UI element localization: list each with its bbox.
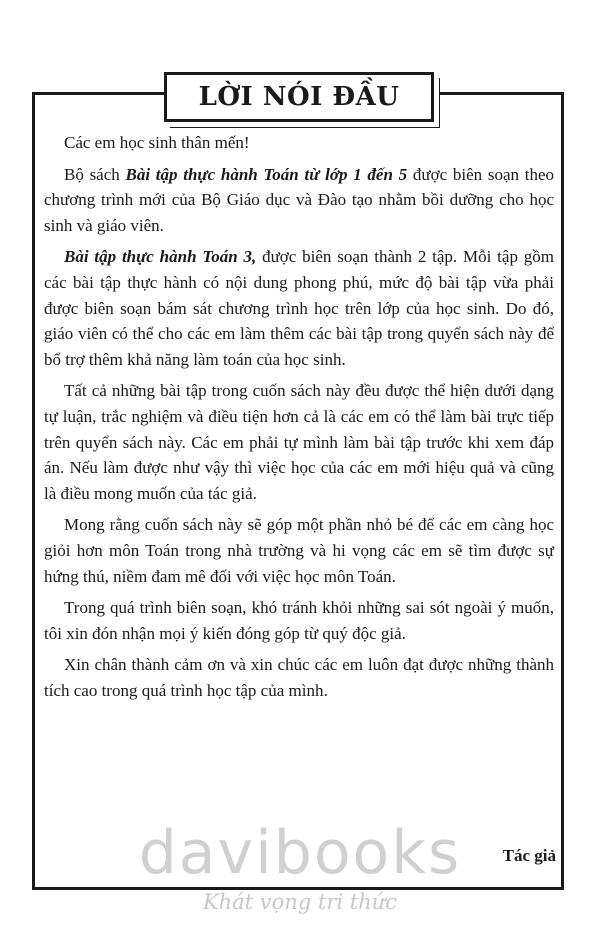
watermark-slogan: Khát vọng tri thức [202,890,398,914]
book-title: Bài tập thực hành Toán 3, [64,247,257,267]
paragraph-5: Trong quá trình biên soạn, khó tránh khỏi những sai sót ngoài ý muốn, tôi xin đón nhận mọi ý kiến đóng góp từ quý độc giả. [44,598,554,643]
paragraph-1-after: được biên soạn theo chương trình mới của Bộ Giáo dục và Đào tạo nhằm bồi dưỡng cho học sinh và giáo viên. [44,164,554,235]
paragraph-4: Mong rằng cuốn sách này sẽ góp một phần nhỏ bé để các em càng học giỏi hơn môn Toán trong nhà trường và hi vọng các em sẽ tìm được sự hứng thú, niềm đam mê đối với việc học môn Toán. [44,515,554,586]
paragraph-1-before: Bộ sách [64,164,126,184]
watermark-brand: davibooks [138,818,462,888]
book-series-title: Bài tập thực hành Toán từ lớp 1 đến 5 [125,164,408,184]
paragraph-2 [44,244,554,372]
signature: Tác giả [502,846,556,865]
title-box [164,72,434,122]
greeting: Các em học sinh thân mến! [64,133,250,152]
paragraph-2-after: được biên soạn thành 2 tập. Mỗi tập gồm các bài tập thực hành có nội dung phong phú, mức độ bài tập vừa phải được biên soạn bám sát chương trình học trên lớp của học sinh. Do đó, giáo viên có thể cho các em làm thêm các bài tập trong quyển sách này để bổ trợ thêm khả năng làm toán của học sinh. [44,247,554,369]
paragraph-3: Tất cả những bài tập trong cuốn sách này đều được thể hiện dưới dạng tự luận, trắc nghiệm và điều tiện hơn cả là các em có thể làm bài trực tiếp trên quyển sách này. Các em phải tự mình làm bài tập trước khi xem đáp án. Nếu làm được như vậy thì việc học của các em mới hiệu quả và cũng là điều mong muốn của tác giả. [44,381,554,503]
paragraph-6: Xin chân thành cảm ơn và xin chúc các em luôn đạt được những thành tích cao trong quá trình học tập của mình. [44,655,554,700]
page-title: LỜI NÓI ĐẦU [198,82,400,112]
paragraph-1 [44,162,554,239]
preface-body [44,130,554,709]
